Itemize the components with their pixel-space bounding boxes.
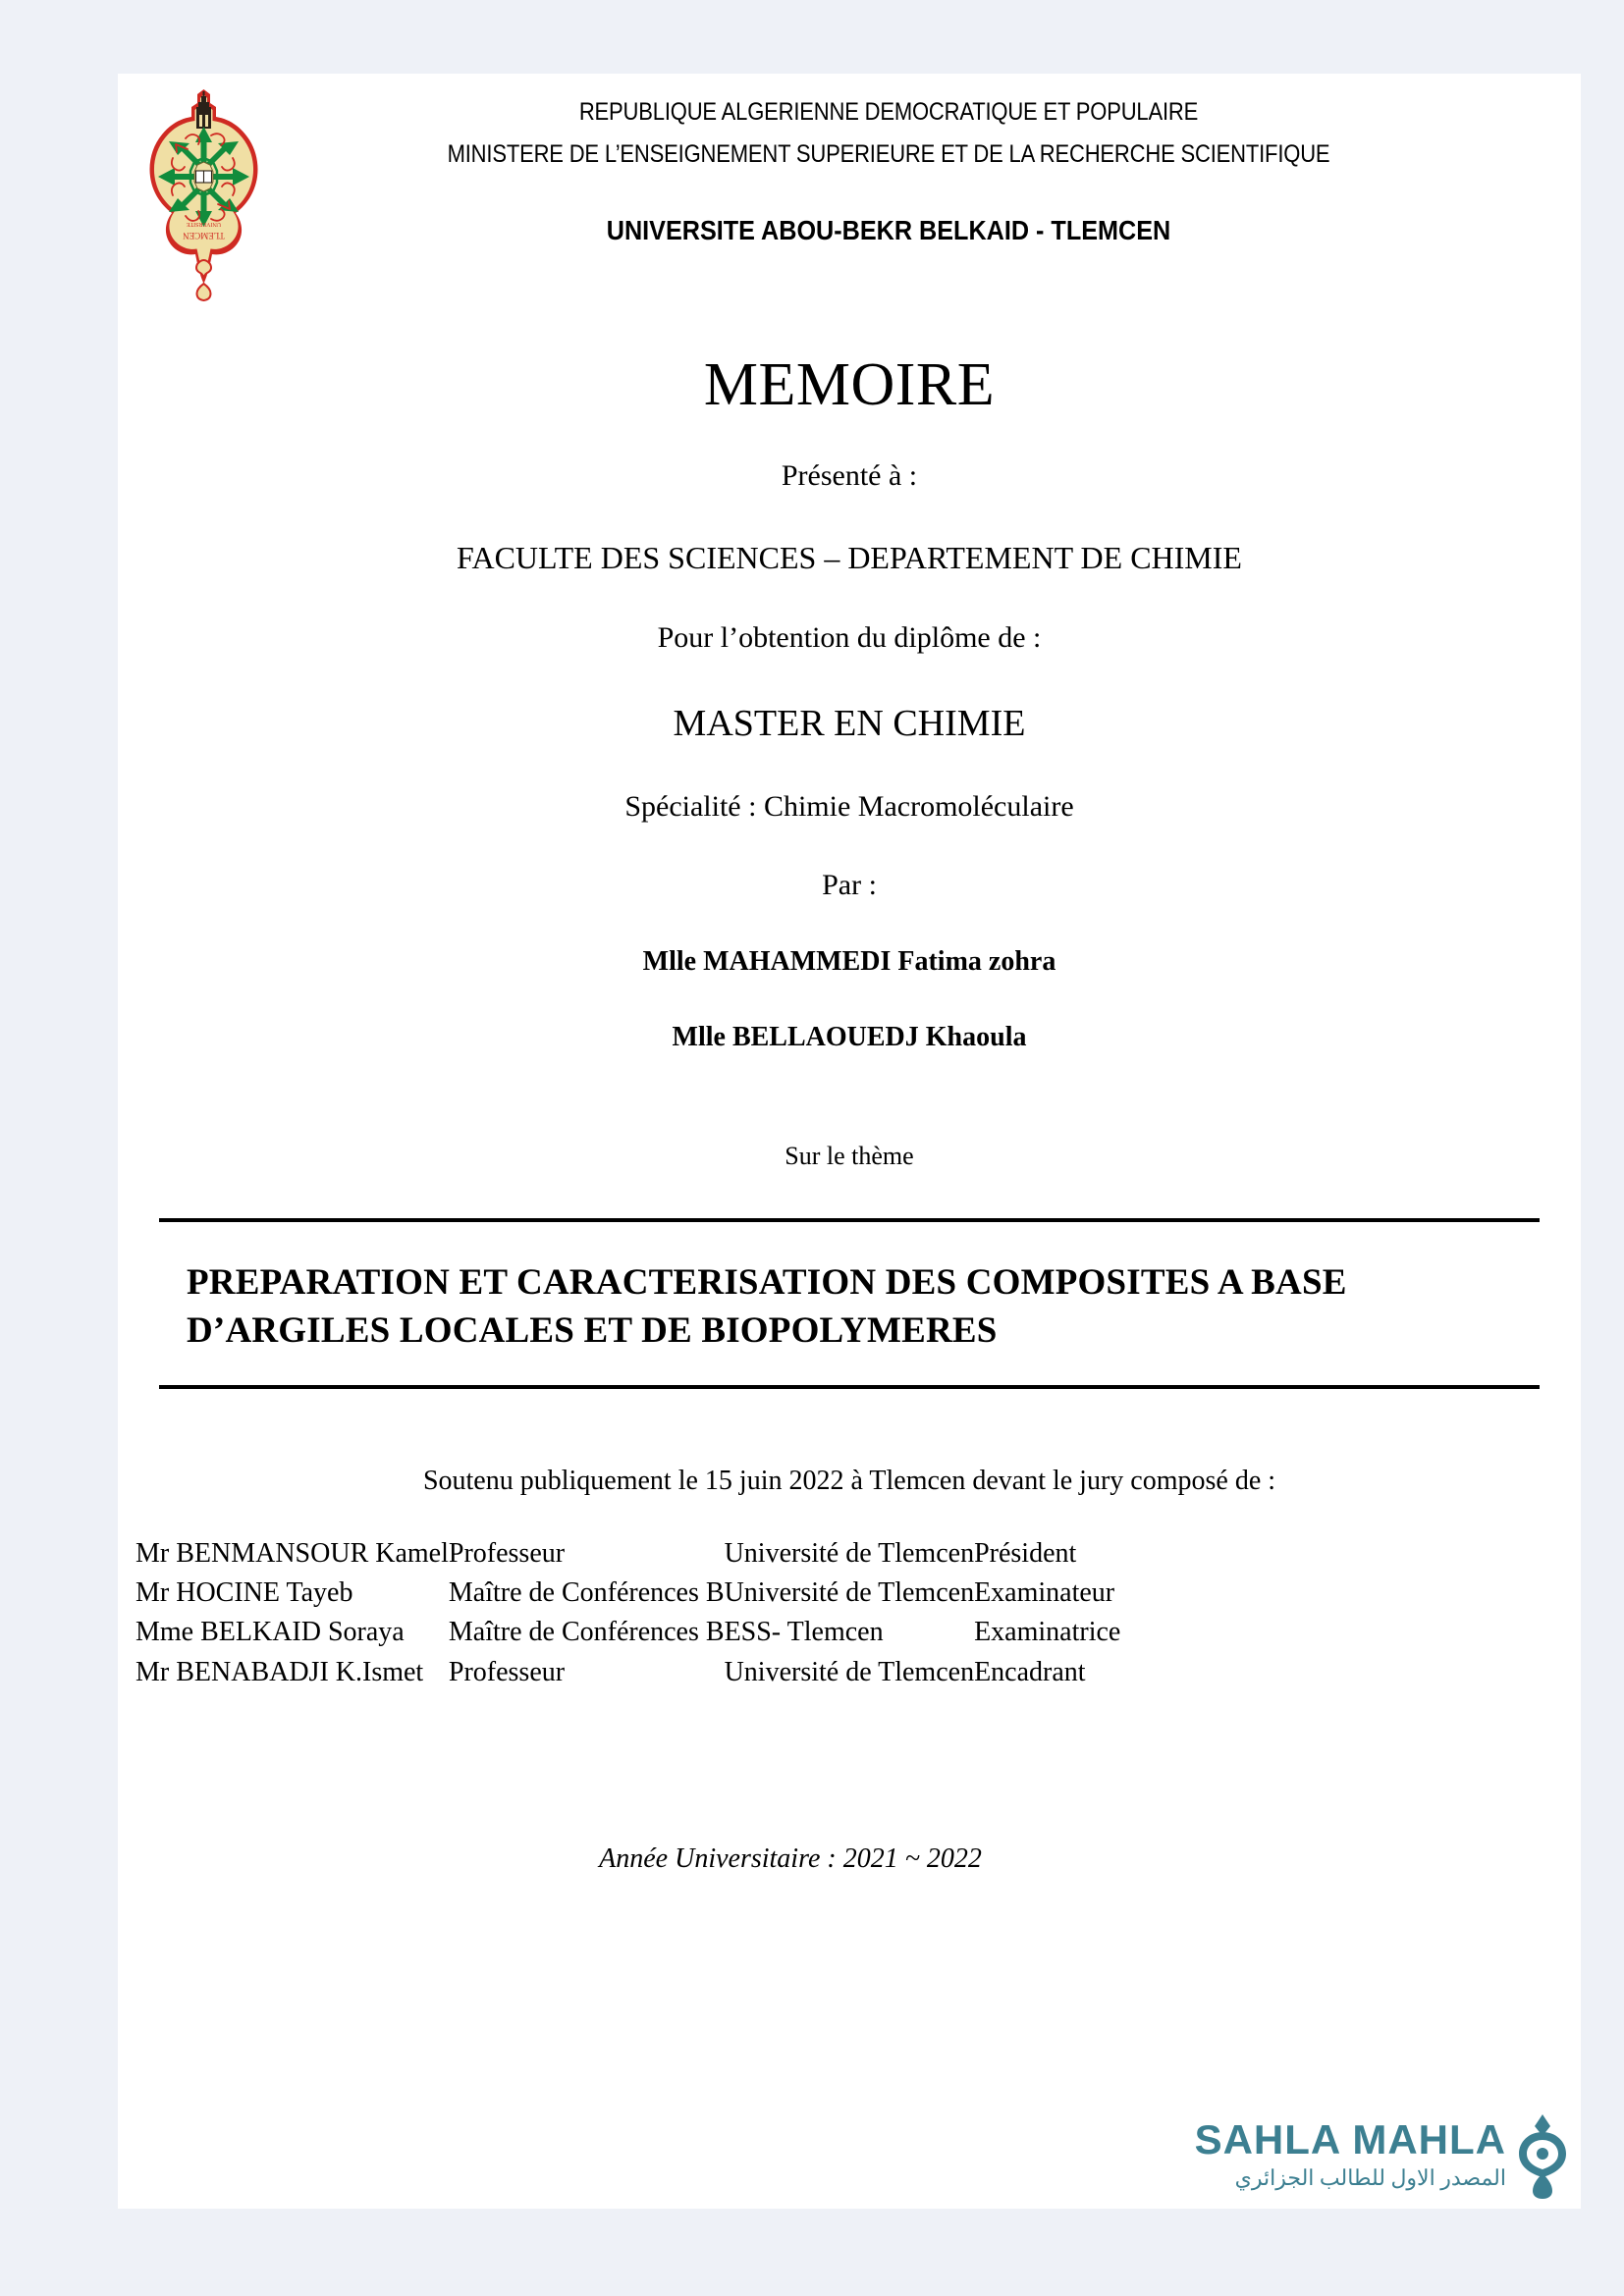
jury-member-name: Mr BENABADJI K.Ismet	[135, 1656, 424, 1687]
jury-member-institution: ESS- Tlemcen	[724, 1617, 884, 1648]
document-type-title: MEMOIRE	[703, 351, 996, 418]
university-name: UNIVERSITE ABOU-BEKR BELKAID - TLEMCEN	[606, 215, 1171, 245]
table-row	[135, 1655, 1170, 1694]
republic-line: REPUBLIQUE ALGERIENNE DEMOCRATIQUE ET POPULAIRE	[578, 98, 1199, 126]
jury-member-role: Examinateur	[974, 1577, 1115, 1609]
jury-member-name: Mr HOCINE Tayeb	[135, 1577, 353, 1609]
jury-member-name: Mme BELKAID Soraya	[135, 1617, 405, 1648]
jury-member-grade: Maître de Conférences B	[448, 1577, 725, 1609]
sahla-mahla-watermark	[1161, 2112, 1573, 2199]
theme-label: Sur le thème	[785, 1142, 914, 1170]
table-row	[135, 1536, 1170, 1575]
watermark-title: SAHLA MAHLA	[1194, 2115, 1506, 2163]
title-rule-bottom	[159, 1385, 1540, 1389]
table-row	[135, 1575, 1170, 1615]
academic-year: Année Universitaire : 2021 ~ 2022	[599, 1843, 982, 1875]
degree-label: Pour l’obtention du diplôme de :	[657, 621, 1042, 654]
cover-main-content	[118, 351, 1581, 1171]
faculty-department: FACULTE DES SCIENCES – DEPARTEMENT DE CHIMIE	[457, 540, 1242, 575]
jury-member-institution: Université de Tlemcen	[724, 1577, 975, 1609]
jury-member-grade: Professeur	[448, 1537, 566, 1569]
university-emblem-icon	[142, 81, 265, 302]
author-name: Mlle BELLAOUEDJ Khaoula	[672, 1022, 1027, 1052]
presented-to-label: Présenté à :	[781, 459, 918, 492]
svg-text:UNIVERSITE: UNIVERSITE	[186, 221, 222, 227]
speciality-line: Spécialité : Chimie Macromoléculaire	[624, 790, 1074, 823]
jury-table	[135, 1536, 1170, 1695]
jury-member-role: Encadrant	[974, 1656, 1086, 1687]
ministry-line: MINISTERE DE L’ENSEIGNEMENT SUPERIEURE ET DE LA RECHERCHE SCIENTIFIQUE	[447, 140, 1330, 168]
sahla-mahla-logo-icon	[1512, 2112, 1573, 2199]
thesis-title-block	[118, 1218, 1581, 1389]
jury-member-grade: Maître de Conférences B	[448, 1617, 725, 1648]
document-header	[118, 74, 1581, 317]
defense-statement: Soutenu publiquement le 15 juin 2022 à Tlemcen devant le jury composé de :	[422, 1465, 1276, 1496]
jury-member-institution: Université de Tlemcen	[724, 1537, 975, 1569]
jury-member-grade: Professeur	[448, 1656, 566, 1687]
jury-member-role: Président	[974, 1537, 1077, 1569]
jury-member-name: Mr BENMANSOUR Kamel	[135, 1537, 449, 1569]
jury-member-role: Examinatrice	[974, 1617, 1121, 1648]
author-name: Mlle MAHAMMEDI Fatima zohra	[642, 946, 1056, 977]
by-label: Par :	[822, 869, 877, 901]
jury-member-institution: Université de Tlemcen	[724, 1656, 975, 1687]
degree-name: MASTER EN CHIMIE	[673, 703, 1026, 744]
watermark-subtitle: المصدر الاول للطالب الجزائري	[1234, 2164, 1506, 2190]
thesis-title: PREPARATION ET CARACTERISATION DES COMPOSITES A BASE D’ARGILES LOCALES ET DE BIOPOLYMERES	[187, 1262, 1347, 1351]
svg-text:TLEMCEN: TLEMCEN	[183, 231, 225, 240]
document-page	[118, 74, 1581, 2209]
table-row	[135, 1615, 1170, 1654]
